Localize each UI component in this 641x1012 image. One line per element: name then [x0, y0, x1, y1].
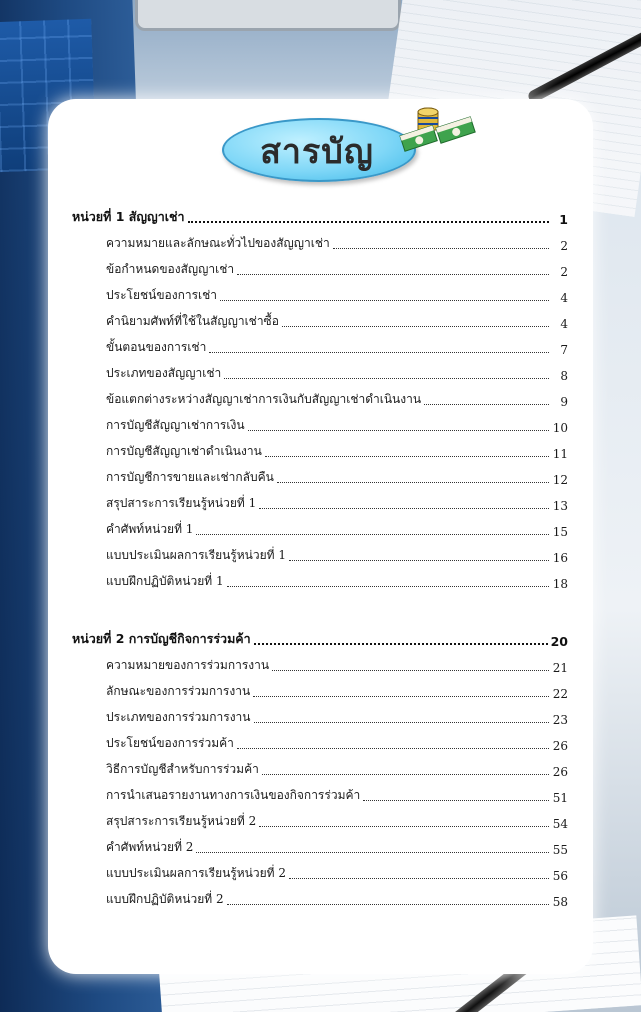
toc-item[interactable] [72, 461, 568, 487]
toc-item[interactable] [72, 649, 568, 675]
toc-item-label: การบัญชีสัญญาเช่าการเงิน [106, 418, 245, 432]
toc-item-label: คำนิยามศัพท์ที่ใช้ในสัญญาเช่าซื้อ [106, 314, 279, 328]
page-number: 22 [552, 687, 568, 701]
calculator-image [135, 0, 401, 31]
toc-item-label: ความหมายของการร่วมการงาน [106, 658, 270, 672]
page-number: 55 [552, 843, 568, 857]
unit-1-heading-row[interactable] [72, 205, 568, 227]
toc-item-label: การบัญชีการขายและเช่ากลับคืน [106, 470, 274, 484]
toc-item-label: ประเภทของการร่วมการงาน [106, 710, 251, 724]
page-number: 13 [552, 499, 568, 513]
toc-item[interactable] [72, 357, 568, 383]
toc-item[interactable] [72, 565, 568, 591]
toc-item[interactable] [72, 805, 568, 831]
toc-item-label: คำศัพท์หน่วยที่ 1 [106, 522, 194, 536]
toc-item[interactable] [72, 305, 568, 331]
page-number: 2 [560, 239, 568, 253]
page-number: 54 [552, 817, 568, 831]
unit-heading: หน่วยที่ 1 สัญญาเช่า [72, 209, 185, 224]
page-number: 12 [552, 473, 568, 487]
toc-item-label: แบบประเมินผลการเรียนรู้หน่วยที่ 2 [106, 866, 286, 880]
page-number: 20 [550, 634, 568, 649]
money-coins-icon [398, 98, 478, 168]
page-number: 9 [560, 395, 568, 409]
toc-item-label: แบบฝึกปฏิบัติหน่วยที่ 2 [106, 892, 224, 906]
leader-dots [254, 643, 548, 645]
unit-2-heading-row[interactable] [72, 627, 568, 649]
toc-item[interactable] [72, 675, 568, 701]
page-number: 56 [552, 869, 568, 883]
unit-heading: หน่วยที่ 2 การบัญชีกิจการร่วมค้า [72, 631, 251, 646]
page-number: 2 [560, 265, 568, 279]
page-number: 11 [552, 447, 568, 461]
table-of-contents [72, 205, 568, 909]
toc-item-label: แบบประเมินผลการเรียนรู้หน่วยที่ 1 [106, 548, 286, 562]
title-badge [222, 118, 422, 178]
toc-item-label: สรุปสาระการเรียนรู้หน่วยที่ 2 [106, 814, 257, 828]
toc-item[interactable] [72, 831, 568, 857]
toc-item-label: ประเภทของสัญญาเช่า [106, 366, 222, 380]
toc-item[interactable] [72, 487, 568, 513]
toc-item-label: ความหมายและลักษณะทั่วไปของสัญญาเช่า [106, 236, 330, 250]
toc-item[interactable] [72, 779, 568, 805]
toc-item-label: ประโยชน์ของการเช่า [106, 288, 218, 302]
leader-dots [188, 221, 550, 223]
toc-item[interactable] [72, 857, 568, 883]
page-number: 23 [552, 713, 568, 727]
page-number: 26 [552, 739, 568, 753]
toc-item[interactable] [72, 253, 568, 279]
page-number: 51 [552, 791, 568, 805]
toc-item[interactable] [72, 409, 568, 435]
toc-item[interactable] [72, 331, 568, 357]
toc-item-label: ขั้นตอนของการเช่า [106, 340, 207, 354]
page-number: 16 [552, 551, 568, 565]
toc-item-label: การนำเสนอรายงานทางการเงินของกิจการร่วมค้า [106, 788, 361, 802]
toc-item[interactable] [72, 727, 568, 753]
page-number: 58 [552, 895, 568, 909]
page-number: 26 [552, 765, 568, 779]
toc-item[interactable] [72, 753, 568, 779]
page-number: 15 [552, 525, 568, 539]
page-number: 18 [552, 577, 568, 591]
page-title: สารบัญ [260, 132, 374, 172]
toc-item[interactable] [72, 883, 568, 909]
toc-item[interactable] [72, 435, 568, 461]
toc-item[interactable] [72, 279, 568, 305]
toc-item-label: ประโยชน์ของการร่วมค้า [106, 736, 234, 750]
page-number: 8 [560, 369, 568, 383]
toc-item-label: ข้อกำหนดของสัญญาเช่า [106, 262, 235, 276]
toc-item-label: แบบฝึกปฏิบัติหน่วยที่ 1 [106, 574, 224, 588]
toc-item[interactable] [72, 513, 568, 539]
toc-item-label: ลักษณะของการร่วมการงาน [106, 684, 251, 698]
page-number: 1 [559, 212, 568, 227]
toc-item-label: สรุปสาระการเรียนรู้หน่วยที่ 1 [106, 496, 257, 510]
toc-item[interactable] [72, 227, 568, 253]
page-number: 4 [560, 317, 568, 331]
page-number: 4 [560, 291, 568, 305]
page-number: 21 [552, 661, 568, 675]
toc-item-label: การบัญชีสัญญาเช่าดำเนินงาน [106, 444, 262, 458]
toc-item-label: คำศัพท์หน่วยที่ 2 [106, 840, 194, 854]
toc-item-label: ข้อแตกต่างระหว่างสัญญาเช่าการเงินกับสัญญาเช่าดำเนินงาน [106, 392, 422, 406]
page-number: 10 [552, 421, 568, 435]
toc-item-label: วิธีการบัญชีสำหรับการร่วมค้า [106, 762, 259, 776]
toc-item[interactable] [72, 383, 568, 409]
page-number: 7 [560, 343, 568, 357]
toc-item[interactable] [72, 701, 568, 727]
toc-item[interactable] [72, 539, 568, 565]
